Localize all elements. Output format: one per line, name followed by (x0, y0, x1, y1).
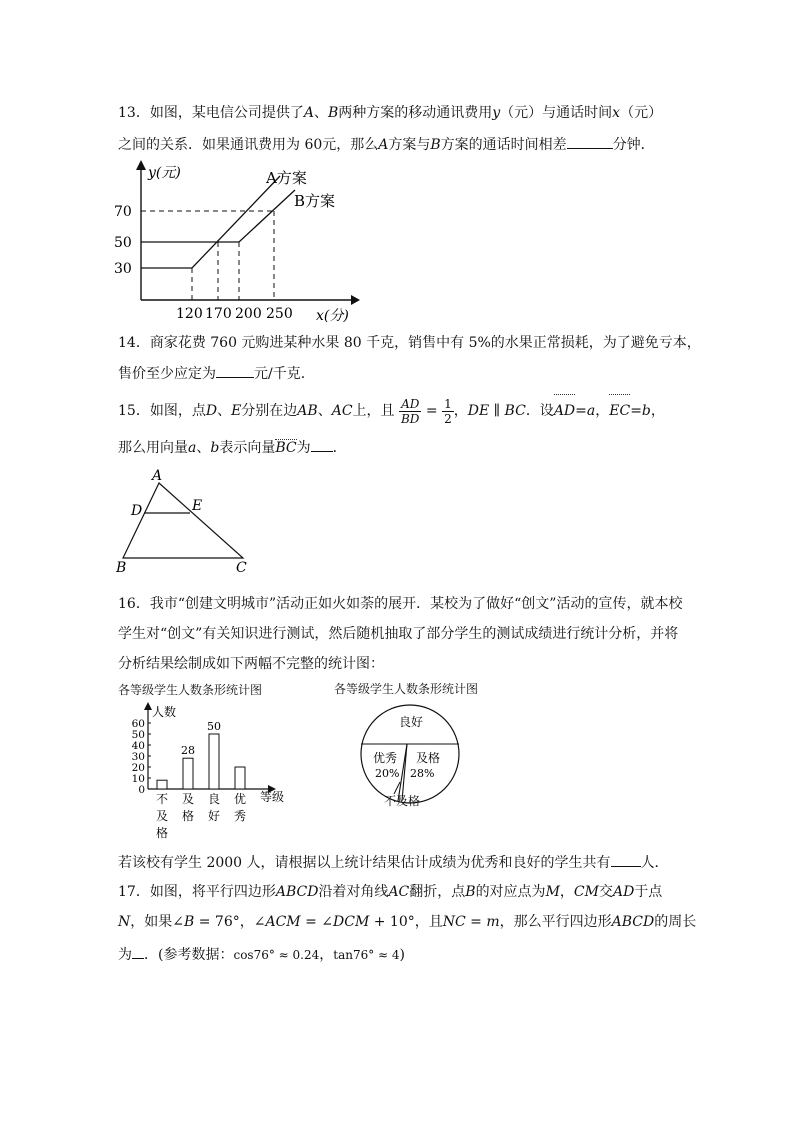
pie-pct-pass: 28% (410, 767, 435, 780)
y-axis-label: y(元) (148, 165, 181, 181)
x-axis-arrow (351, 295, 360, 305)
bar-category-label: 秀 (233, 809, 247, 823)
bar-y-tick-label: 40 (131, 740, 145, 752)
q15-comma3: ， (650, 403, 665, 419)
frac-den: BD (400, 411, 420, 426)
plan-a-line (141, 176, 280, 268)
vector-EC: EC (609, 393, 630, 429)
q13-A: A (303, 105, 314, 121)
q17-text3: 翻折，点 (409, 884, 466, 900)
bar-y-tick-label: 10 (131, 773, 145, 785)
q17-text12: = (465, 914, 487, 930)
q15-text5: 表示向量 (219, 440, 276, 456)
q15-comma: ， (453, 403, 468, 419)
q17-text16: ．(参考数据： (144, 947, 234, 963)
q17-text15: 为 (118, 947, 132, 963)
q15-ratio-fraction (399, 397, 421, 426)
q17-answer-blank[interactable] (132, 944, 144, 959)
q13-text: 13．如图，某电信公司提供了 (118, 105, 304, 121)
q15-DE: DE (467, 403, 490, 419)
q15-E: E (231, 403, 242, 419)
q15-text3: 上，且 (352, 403, 395, 419)
q13-text8: 分钟． (612, 137, 655, 153)
xtick-250: 250 (266, 306, 293, 322)
bar-y-tick-label: 50 (131, 729, 145, 741)
bar-y-tick-label: 20 (131, 762, 145, 774)
bar-category-label: 格 (155, 826, 169, 840)
q13-line1 (118, 103, 662, 123)
q16-text4: 若该校有学生 2000 人，请根据以上统计结果估计成绩为优秀和良好的学生共有 (118, 855, 611, 871)
bar-category-label: 好 (207, 809, 221, 823)
q17-text9: = 76°，∠ (194, 914, 266, 930)
q17-text14: 的周长 (654, 914, 697, 930)
q13-x: x (612, 105, 621, 121)
q14-text2: 售价至少应定为 (118, 366, 216, 382)
parallel-symbol: ∥ (493, 403, 501, 419)
bar-category-label: 格 (181, 809, 195, 823)
half-num: 1 (444, 396, 452, 411)
q13-text3: （元）与通话时间 (500, 105, 613, 121)
vector-a2: a (188, 440, 197, 456)
ytick-50: 50 (114, 235, 132, 251)
q15-text4: 那么用向量 (118, 440, 188, 456)
q15-text7: ． (332, 440, 347, 456)
y-axis-arrow (136, 160, 146, 170)
bar-y-tick-label: 30 (131, 751, 145, 763)
q15-AC: AC (331, 403, 353, 419)
q15-comma2: ， (595, 403, 610, 419)
q17-text7: 于点 (634, 884, 663, 900)
bar-y-tick-label: 60 (131, 718, 145, 730)
q17-tan: tan76° ≈ 4 (333, 948, 400, 962)
point-E: E (192, 498, 203, 514)
q15-sep3: 、 (196, 440, 211, 456)
q15-sep2: 、 (317, 403, 332, 419)
q15-set: ．设 (525, 403, 554, 419)
pie-pct-excellent: 20% (375, 767, 400, 780)
q17-AD: AD (612, 884, 635, 900)
q14-line2 (118, 363, 315, 384)
q13-B2: B (430, 137, 441, 153)
q15-triangle-figure (112, 466, 262, 576)
q17-NC: NC (442, 914, 466, 930)
q16-text1: 16．我市“创建文明城市”活动正如火如荼的展开．某校为了做好“创文”活动的宣传，就本校 (118, 596, 683, 612)
bar-category-label: 优 (233, 792, 247, 806)
q16-text2: 学生对“创文”有关知识进行测试，然后随机抽取了部分学生的测试成绩进行统计分析，并将 (118, 626, 679, 642)
q17-m: m (486, 914, 500, 930)
q17-ACM: ACM (265, 914, 301, 930)
bar-3 (235, 767, 245, 789)
q17-AC: AC (388, 884, 410, 900)
q16-text5: 人． (640, 855, 669, 871)
point-A: A (152, 468, 163, 484)
q17-text6: 交 (598, 884, 613, 900)
q17-M: M (545, 884, 560, 900)
q13-y: y (492, 105, 501, 121)
q13-text5: 之间的关系．如果通讯费用为 60元，那么 (118, 137, 379, 153)
bar-x-axis-label: 等级 (260, 790, 285, 804)
q15-D: D (205, 403, 218, 419)
x-axis-label: x(分) (316, 308, 349, 324)
point-D: D (131, 503, 143, 519)
bar-y-axis-arrow (144, 702, 152, 710)
q17-text8: ，如果∠ (130, 914, 184, 930)
q17-text1: 17．如图，将平行四边形 (118, 884, 276, 900)
frac-num: AD (399, 397, 421, 412)
q17-ABCD2: ABCD (611, 914, 655, 930)
q17-DCM: DCM (333, 914, 370, 930)
half-den: 2 (444, 411, 452, 426)
q15-half-fraction (442, 397, 454, 426)
bar-0 (157, 780, 167, 789)
q17-text10: = ∠ (300, 914, 334, 930)
q17-text5: ， (559, 884, 574, 900)
xtick-200: 200 (235, 306, 262, 322)
q13-line2 (118, 134, 655, 155)
q13-text6: 方案与 (388, 137, 431, 153)
q17-B2: B (183, 914, 195, 930)
bar-category-label: 不 (155, 792, 169, 806)
q17-B: B (465, 884, 476, 900)
q13-text7: 方案的通话时间相差 (440, 137, 567, 153)
q15-AB: AB (297, 403, 318, 419)
q17-ABCD: ABCD (275, 884, 319, 900)
vector-b: b (641, 403, 651, 419)
q15-line1 (118, 393, 665, 429)
bar-y-tick-label: 0 (138, 784, 145, 796)
plan-b-line (141, 190, 295, 242)
q15-sep: 、 (217, 403, 232, 419)
q16-line3 (118, 654, 384, 674)
bar-chart-title: 各等级学生人数条形统计图 (118, 683, 263, 697)
q16-line2 (118, 624, 678, 644)
plan-b-label: B方案 (294, 192, 336, 210)
q13-text4: （元） (620, 105, 663, 121)
q13-A2: A (378, 137, 389, 153)
vector-a: a (586, 403, 596, 419)
pie-label-good: 良好 (399, 715, 424, 729)
q16-line1 (118, 594, 682, 614)
point-C: C (236, 560, 247, 576)
q17-N: N (118, 914, 131, 930)
q13-graph (108, 158, 368, 328)
q17-line2 (118, 912, 696, 932)
q17-CM: CM (573, 884, 599, 900)
q17-text4: 的对应点为 (475, 884, 546, 900)
q17-comma: ， (319, 947, 334, 963)
q15-BC: BC (504, 403, 526, 419)
point-B: B (116, 560, 127, 576)
q17-line1 (118, 882, 662, 902)
q17-cos: cos76° ≈ 0.24 (233, 948, 320, 962)
bar-category-label: 良 (207, 792, 221, 806)
q15-text6: 为 (296, 440, 311, 456)
pie-label-fail: 不及格 (384, 794, 421, 808)
q15-line2 (118, 437, 347, 458)
q13-B: B (327, 105, 339, 121)
ytick-30: 30 (114, 261, 132, 277)
q16-text3: 分析结果绘制成如下两幅不完整的统计图： (118, 656, 384, 672)
q17-close: ) (399, 947, 406, 963)
q15-answer-blank[interactable] (311, 437, 333, 452)
q17-text11: + 10°，且 (369, 914, 443, 930)
bar-y-axis-label: 人数 (152, 705, 177, 719)
triangle-abc (123, 483, 243, 558)
vector-BC: BC (275, 440, 297, 456)
pie-chart-title: 各等级学生人数条形统计图 (334, 682, 479, 696)
q16-line4 (118, 852, 669, 873)
q14-answer-blank[interactable] (216, 363, 254, 378)
bar-category-label: 及 (155, 809, 169, 823)
q14-text3: 元/千克． (254, 366, 315, 382)
bar-2 (209, 734, 219, 789)
plan-a-label: A方案 (266, 169, 307, 187)
q15-eq: = (425, 403, 438, 419)
q14-text: 14．商家花费 760 元购进某种水果 80 千克，销售中有 5%的水果正常损耗，为了避免亏本， (118, 335, 701, 351)
bar-category-label: 及 (181, 792, 195, 806)
q17-text2: 沿着对角线 (318, 884, 389, 900)
pie-label-pass: 及格 (416, 751, 441, 765)
bar-1 (183, 758, 193, 789)
pie-label-excellent: 优秀 (373, 751, 398, 765)
ytick-70: 70 (114, 204, 132, 220)
vector-AD: AD (554, 393, 575, 429)
q14-line1 (118, 333, 701, 353)
q13-sep: 、 (313, 105, 328, 121)
q17-line3 (118, 944, 405, 965)
q13-answer-blank[interactable] (567, 134, 613, 149)
xtick-170: 170 (205, 306, 232, 322)
xtick-120: 120 (176, 306, 203, 322)
q15-text: 15．如图，点 (118, 403, 206, 419)
q16-answer-blank[interactable] (611, 852, 641, 867)
vector-b2: b (210, 440, 220, 456)
q13-text2: 两种方案的移动通讯费用 (338, 105, 493, 121)
bar-data-label: 50 (207, 720, 221, 733)
q15-text2: 分别在边 (241, 403, 298, 419)
q15-eq-b: = (630, 403, 642, 419)
bar-data-label: 28 (181, 744, 195, 758)
q15-eq-a: = (575, 403, 587, 419)
q17-text13: ，那么平行四边形 (499, 914, 612, 930)
bar-chart (118, 700, 298, 845)
